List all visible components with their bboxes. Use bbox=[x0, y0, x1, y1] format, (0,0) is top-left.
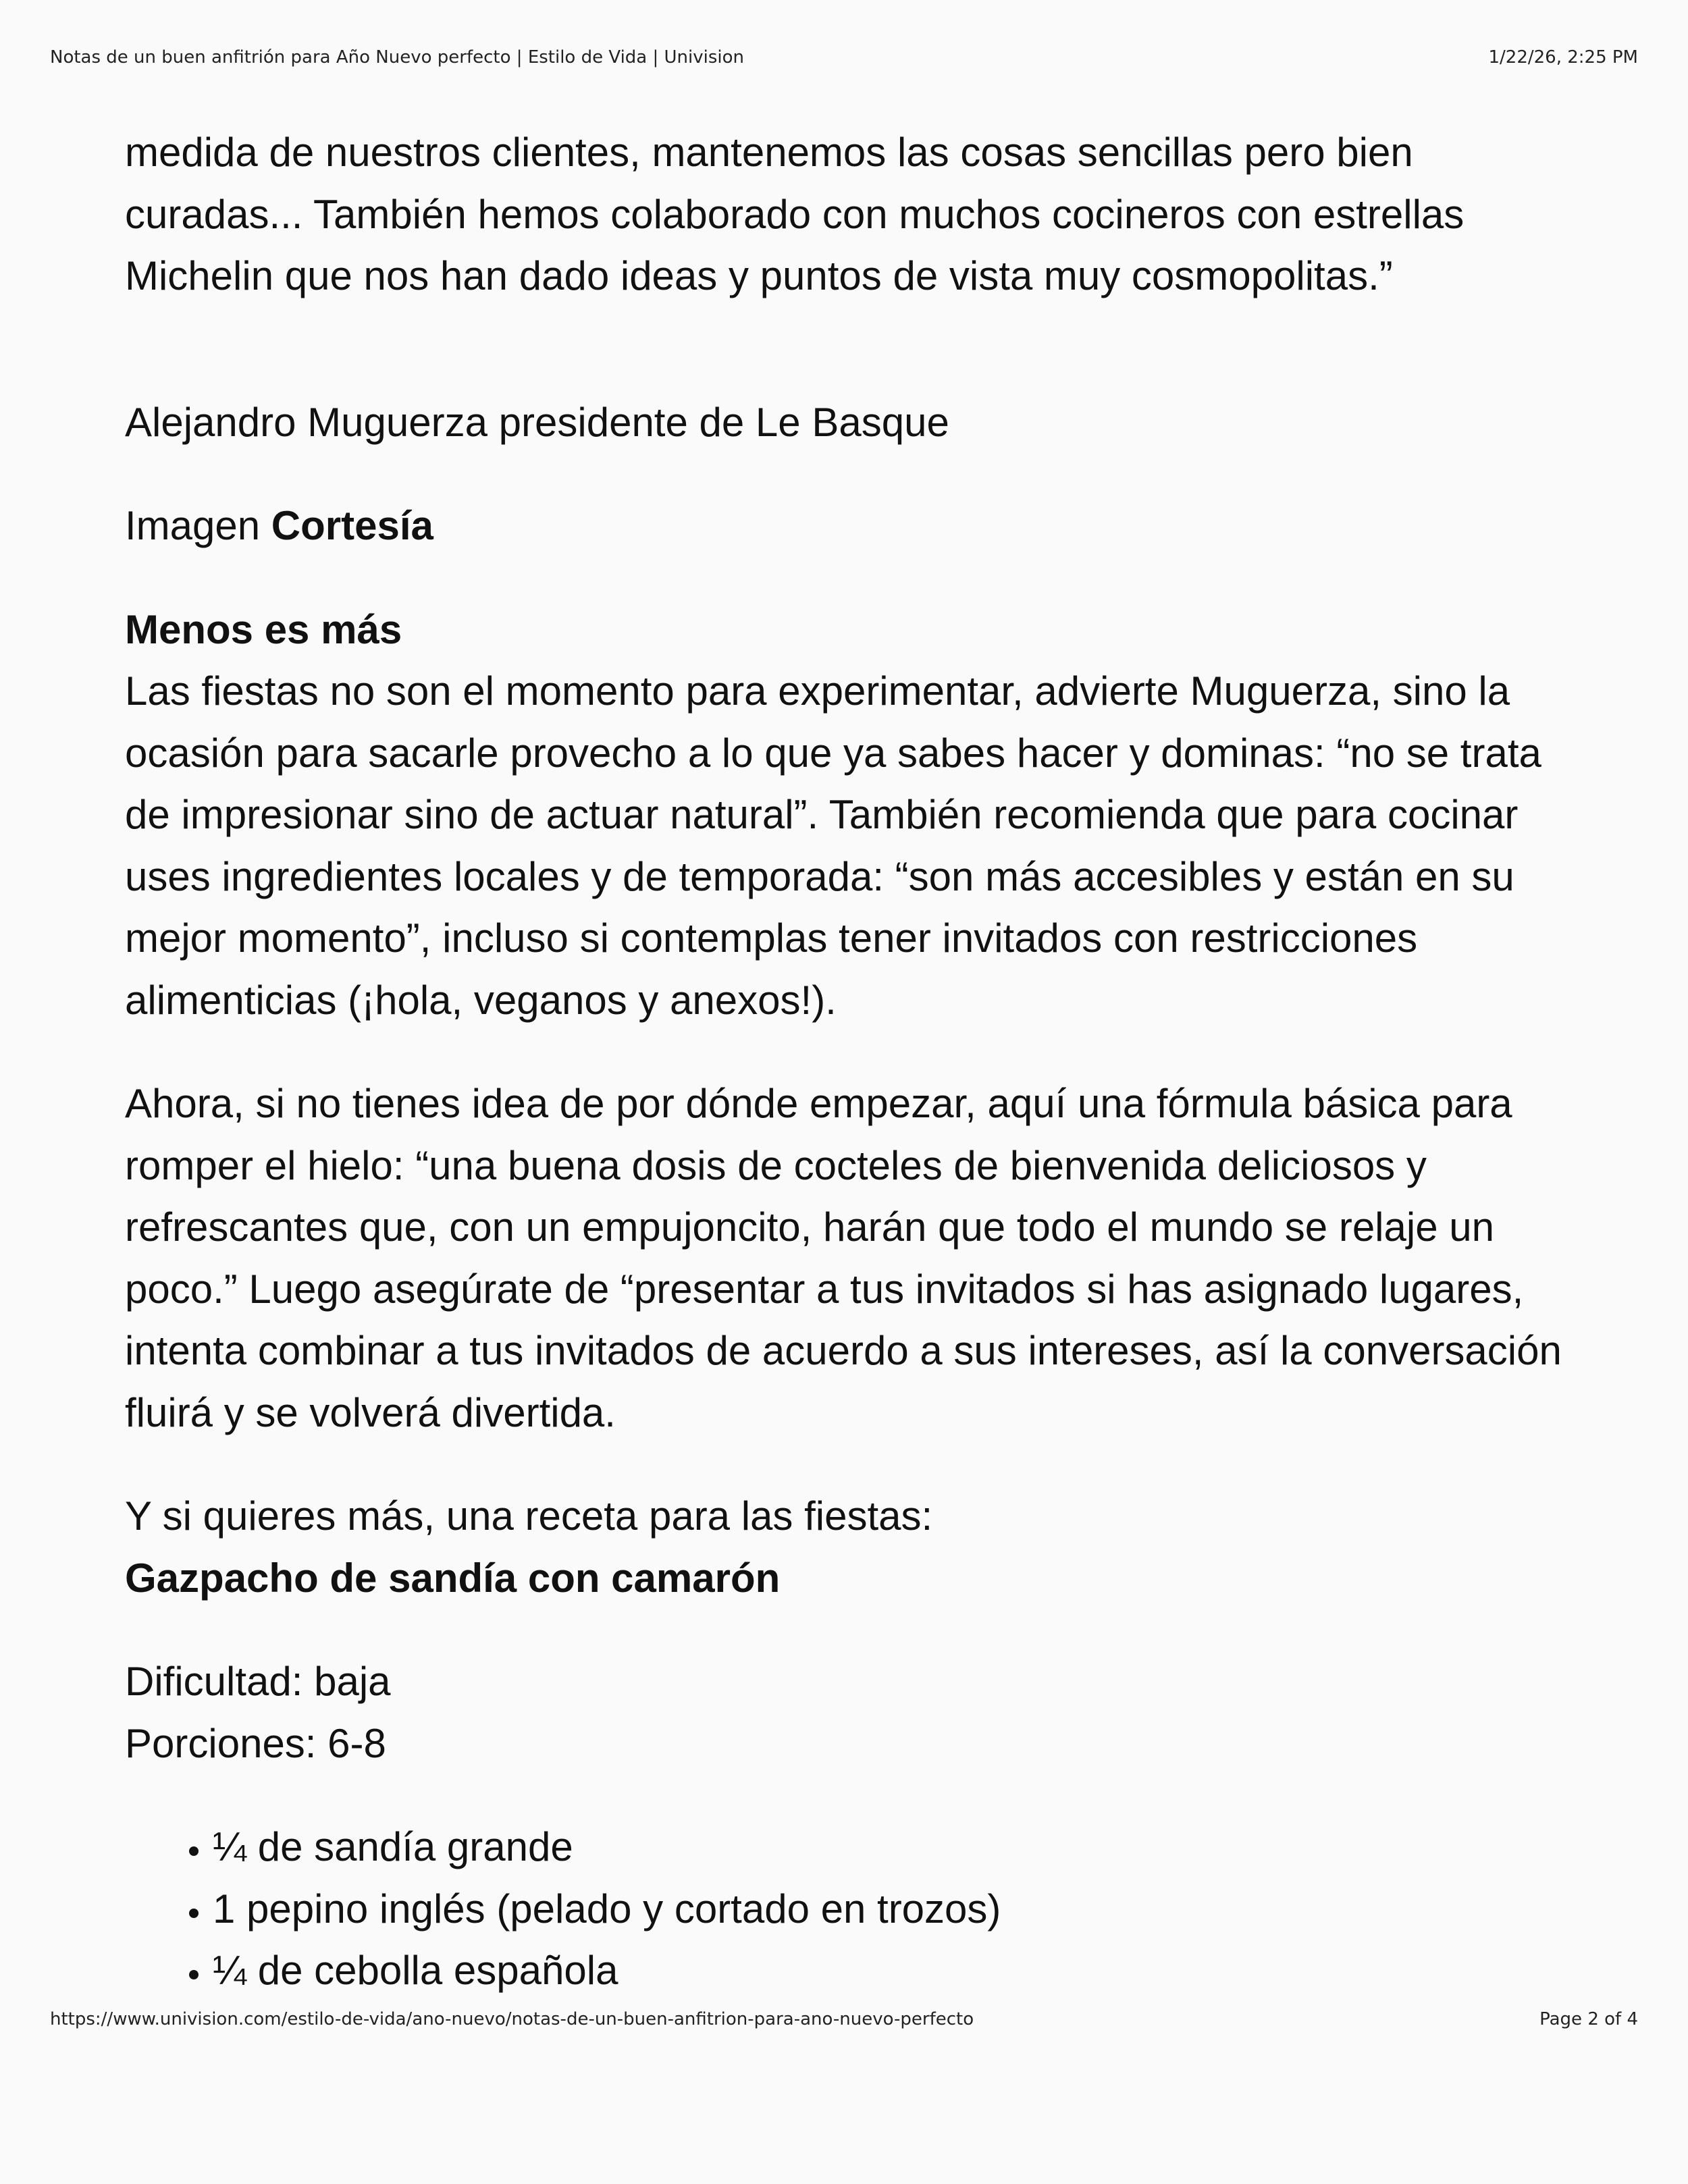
page-url: https://www.univision.com/estilo-de-vida/ano-nuevo/notas-de-un-buen-anfitrion-para-ano-nuevo-perfecto bbox=[50, 2009, 974, 2029]
quote-continuation: medida de nuestros clientes, mantenemos las cosas sencillas pero bien curadas... También hemos colaborado con muchos cocineros con estrellas Michelin que nos han dado ideas y puntos de vista muy cosmopolitas.” bbox=[125, 130, 1465, 298]
recipe-servings: Porciones: 6-8 bbox=[125, 1720, 386, 1766]
section-heading-text: Menos es más bbox=[125, 606, 402, 652]
list-item: • 1 pepino inglés (pelado y cortado en trozos) bbox=[213, 1878, 1577, 1940]
image-credit-label: Imagen bbox=[125, 503, 271, 548]
list-item: • ¼ de cebolla española bbox=[213, 1940, 1577, 2002]
section-paragraph: Las fiestas no son el momento para experimentar, advierte Muguerza, sino la ocasión para sacarle provecho a lo que ya sabes hacer y dominas: “no se trata de impresionar sino de actuar natural”. También recomienda que para cocinar uses ingredientes locales y de temporada: “son más accesibles y están en su mejor momento”, incluso si contemplas tener invitados con restricciones alimenticias (¡hola, veganos y anexos!). bbox=[125, 668, 1541, 1023]
print-datetime: 1/22/26, 2:25 PM bbox=[1488, 47, 1638, 68]
print-footer bbox=[50, 2009, 1638, 2029]
print-header bbox=[50, 47, 1638, 68]
image-credit-value: Cortesía bbox=[271, 503, 433, 548]
ingredient-list bbox=[125, 1816, 1577, 2002]
page-number: Page 2 of 4 bbox=[1539, 2009, 1638, 2029]
image-caption: Alejandro Muguerza presidente de Le Basque bbox=[125, 399, 949, 445]
recipe-title bbox=[125, 1547, 1577, 1609]
recipe-difficulty: Dificultad: baja bbox=[125, 1659, 391, 1704]
article-body bbox=[125, 122, 1577, 2002]
image-credit bbox=[125, 495, 1577, 557]
recipe-intro: Y si quieres más, una receta para las fiestas: bbox=[125, 1493, 933, 1539]
list-item: • ¼ de sandía grande bbox=[213, 1816, 1577, 1878]
page-title: Notas de un buen anfitrión para Año Nuevo perfecto | Estilo de Vida | Univision bbox=[50, 47, 745, 68]
advice-paragraph: Ahora, si no tienes idea de por dónde empezar, aquí una fórmula básica para romper el hielo: “una buena dosis de cocteles de bienvenida deliciosos y refrescantes que, con un empujoncito, harán que todo el mundo se relaje un poco.” Luego asegúrate de “presentar a tus invitados si has asignado lugares, intenta combinar a tus invitados de acuerdo a sus intereses, así la conversación fluirá y se volverá divertida. bbox=[125, 1081, 1562, 1435]
section-heading bbox=[125, 599, 1577, 661]
recipe-title-text: Gazpacho de sandía con camarón bbox=[125, 1555, 781, 1601]
